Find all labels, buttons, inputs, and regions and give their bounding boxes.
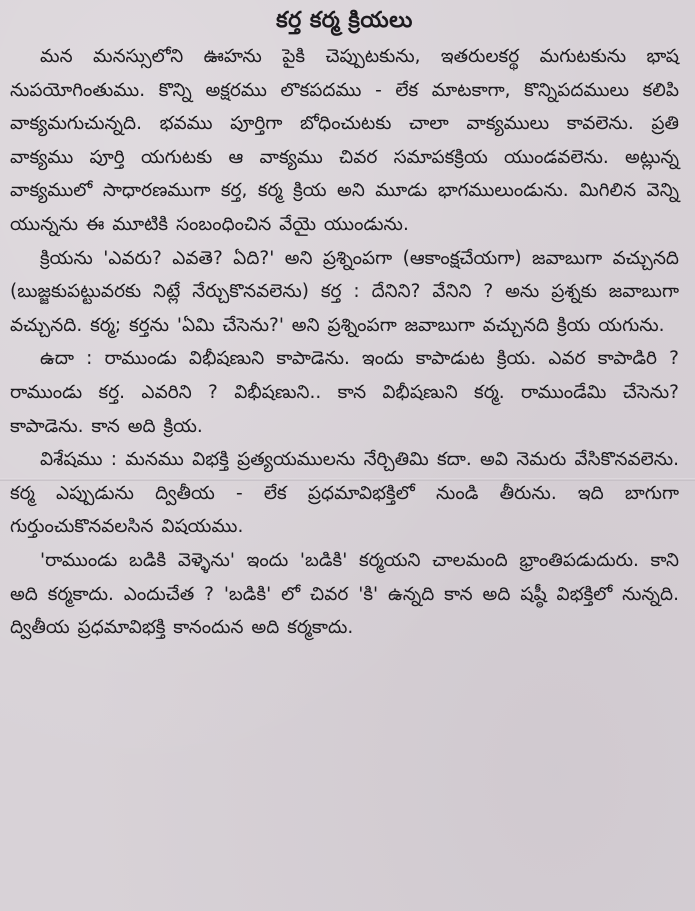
- paragraph-special-note: విశేషము : మనము విభక్తి ప్రత్యయములను నేర్చితిమి కదా. అవి నెమరు వేసికొనవలెను. కర్మ ఎప్పుడును ద్వితీయ - లేక ప్రధమావిభక్తిలో నుండి తీరును. ఇది బాగుగా గుర్తుంచుకొనవలసిన విషయము.: [10, 449, 679, 538]
- paragraph-definitions: క్రియను 'ఎవరు? ఎవతె? ఏది?' అని ప్రశ్నింపగా (ఆకాంక్షచేయగా) జవాబుగా వచ్చునది (బుజ్జకుపట్టువరకు నిట్లే నేర్చుకొనవలెను) కర్త : దేనిని? వేనిని ? అను ప్రశ్నకు జవాబుగా వచ్చునది. కర్మ; కర్తను 'ఏమి చేసెను?' అని ప్రశ్నింపగా జవాబుగా వచ్చునది క్రియ యగును.: [10, 247, 679, 336]
- paragraph-clarification: 'రాముండు బడికి వెళ్ళెను' ఇందు 'బడికి' కర్మయని చాలమంది భ్రాంతిపడుదురు. కాని అది కర్మకాదు. ఎందుచేత ? 'బడికి' లో చివర 'కి' ఉన్నది కాన అది షష్ఠీ విభక్తిలో నున్నది. ద్వితీయ ప్రధమావిభక్తి కానందున అది కర్మకాదు.: [10, 549, 679, 639]
- article-title: కర్త కర్మ క్రియలు: [276, 8, 413, 33]
- paragraph-intro: మన మనస్సులోని ఊహను పైకి చెప్పుటకును, ఇతరులకర్థ మగుటకును భాష నుపయోగింతుము. కొన్ని అక్షరము లొకపదము - లేక మాటకాగా, కొన్నిపదములు కలిపి వాక్యమగుచున్నది. భవము పూర్తిగా బోధించుటకు చాలా వాక్యములు కావలెను. ప్రతి వాక్యము పూర్తి యగుటకు ఆ వాక్యము చివర సమాపకక్రియ యుండవలెను. అట్లున్న వాక్యములో సాధారణముగా కర్త, కర్మ క్రియ అని మూడు భాగములుండును. మిగిలిన వెన్ని యున్నను ఈ మూటికి సంబంధించిన వేయై యుండును.: [10, 46, 679, 235]
- paragraph-example: ఉదా : రాముండు విభీషణుని కాపాడెను. ఇందు కాపాడుట క్రియ. ఎవర కాపాడిరి ? రాముండు కర్త. ఎవరిని ? విభీషణుని.. కాన విభీషణుని కర్మ. రాముండేమి చేసెను? కాపాడెను. కాన అది క్రియ.: [10, 348, 679, 437]
- paper-fold-line: [0, 478, 695, 481]
